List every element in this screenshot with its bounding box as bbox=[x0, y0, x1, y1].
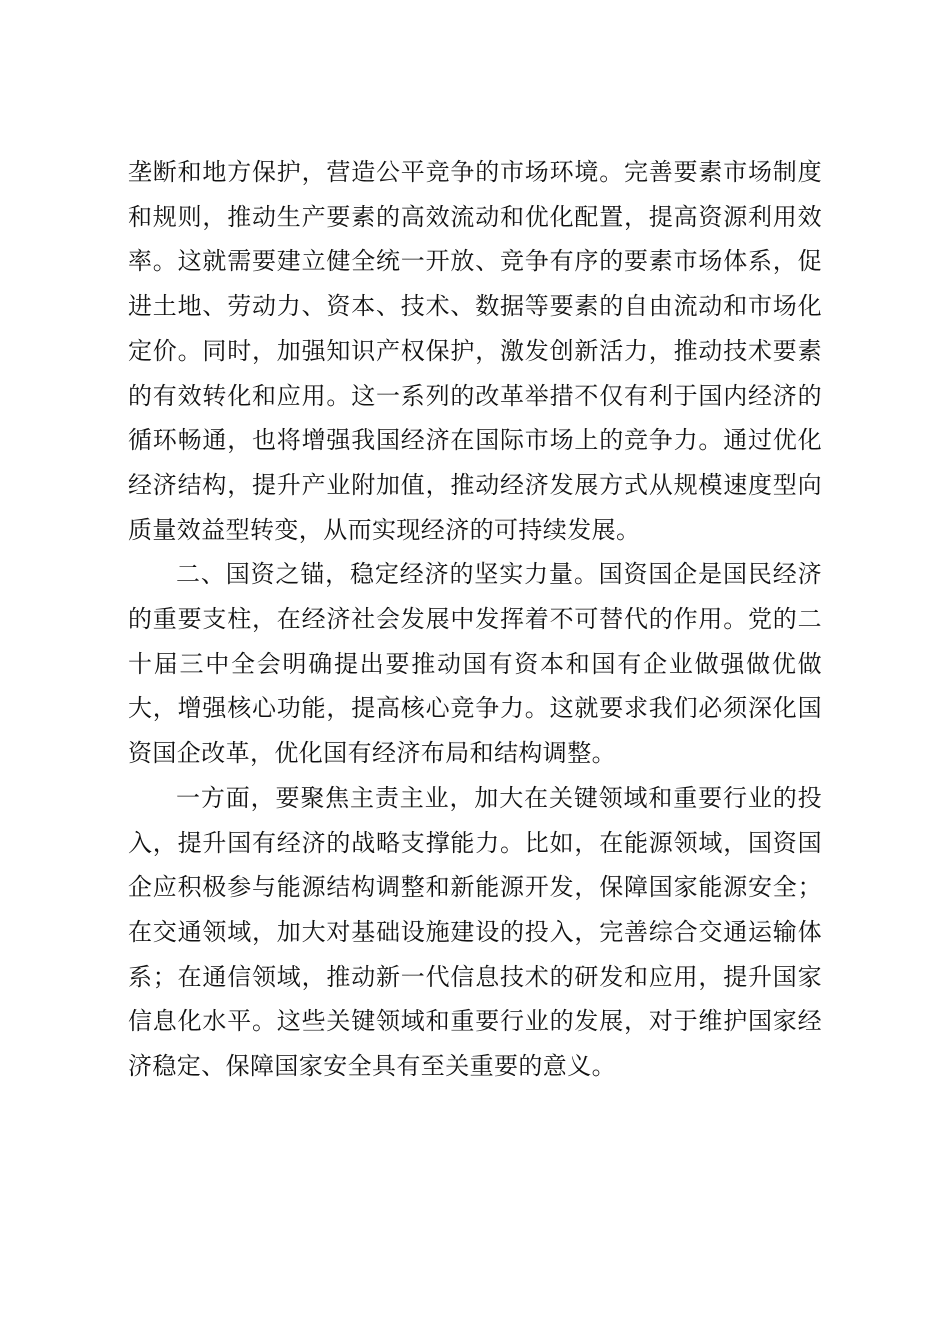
document-body bbox=[128, 150, 822, 1089]
paragraph-continuation: 垄断和地方保护，营造公平竞争的市场环境。完善要素市场制度和规则，推动生产要素的高效流动和优化配置，提高资源利用效率。这就需要建立健全统一开放、竞争有序的要素市场体系，促进土地、劳动力、资本、技术、数据等要素的自由流动和市场化定价。同时，加强知识产权保护，激发创新活力，推动技术要素的有效转化和应用。这一系列的改革举措不仅有利于国内经济的循环畅通，也将增强我国经济在国际市场上的竞争力。通过优化经济结构，提升产业附加值，推动经济发展方式从规模速度型向质量效益型转变，从而实现经济的可持续发展。 bbox=[128, 158, 822, 544]
paragraph-on-one-hand: 一方面，要聚焦主责主业，加大在关键领域和重要行业的投入，提升国有经济的战略支撑能力。比如，在能源领域，国资国企应积极参与能源结构调整和新能源开发，保障国家能源安全；在交通领域，加大对基础设施建设的投入，完善综合交通运输体系；在通信领域，推动新一代信息技术的研发和应用，提升国家信息化水平。这些关键领域和重要行业的发展，对于维护国家经济稳定、保障国家安全具有至关重要的意义。 bbox=[128, 783, 822, 1081]
paragraph-section-two: 二、国资之锚，稳定经济的坚实力量。国资国企是国民经济的重要支柱，在经济社会发展中发挥着不可替代的作用。党的二十届三中全会明确提出要推动国有资本和国有企业做强做优做大，增强核心功能，提高核心竞争力。这就要求我们必须深化国资国企改革，优化国有经济布局和结构调整。 bbox=[128, 560, 822, 768]
